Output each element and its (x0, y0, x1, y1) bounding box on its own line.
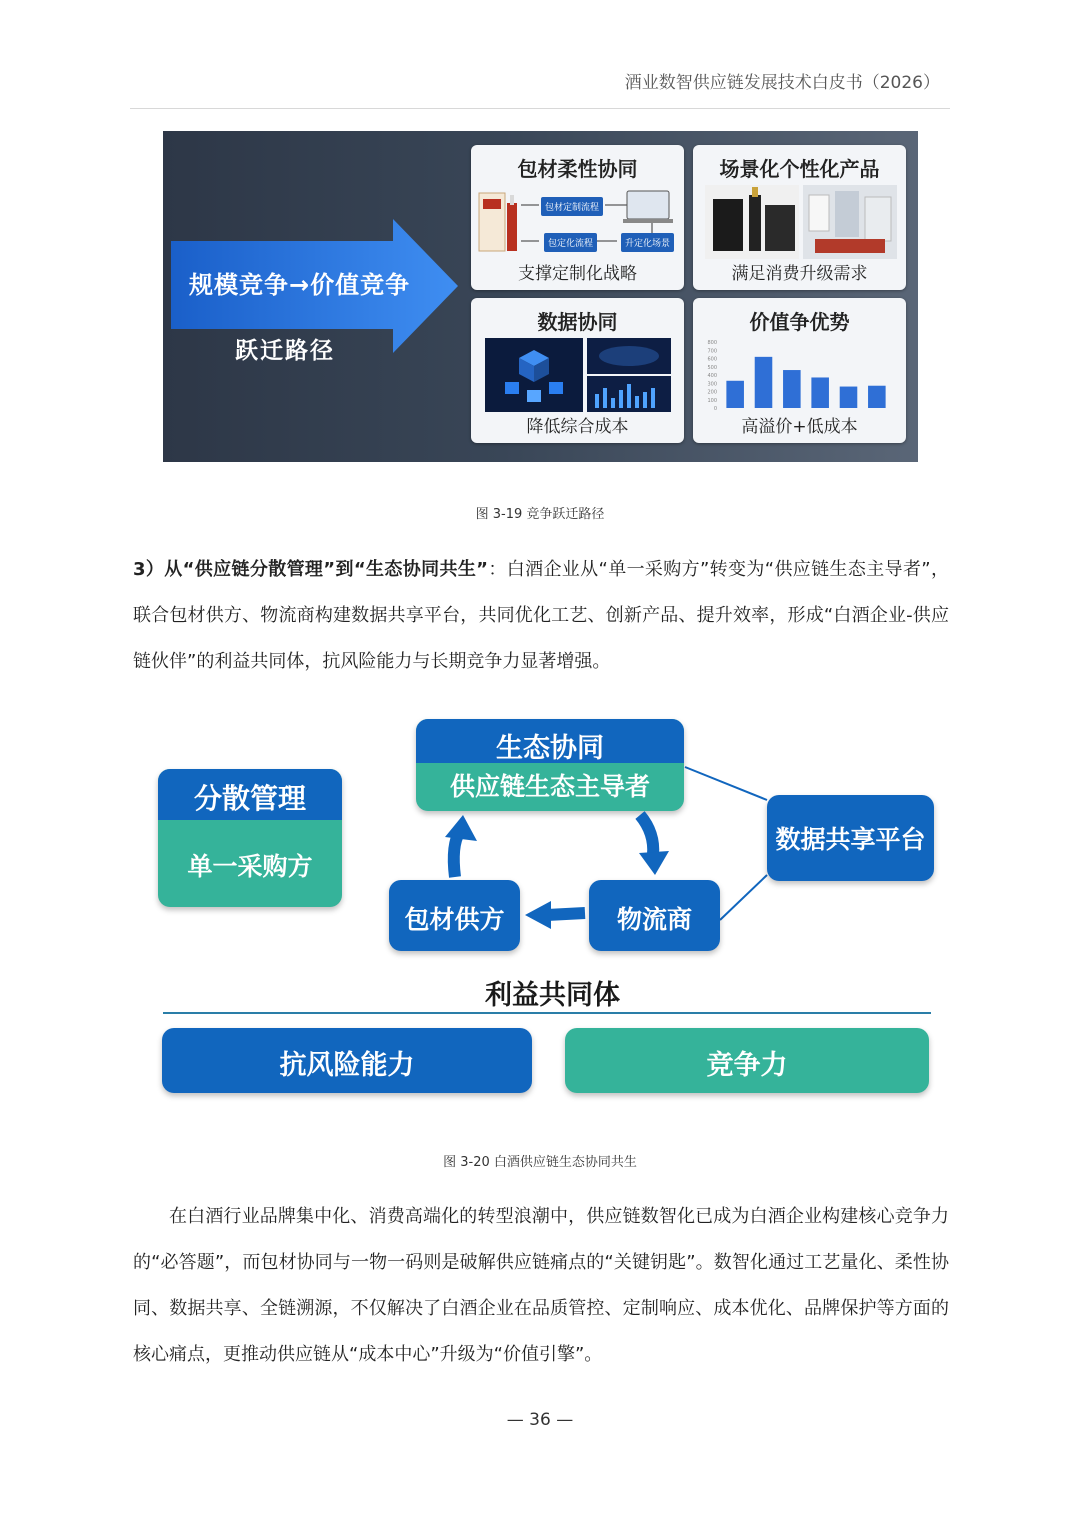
interest-community-label: 利益共同体 (485, 980, 620, 1011)
box-subtitle: 单一采购方 (187, 852, 313, 881)
value-bar-chart (699, 336, 899, 416)
box-subtitle: 供应链生态主导者 (449, 772, 650, 801)
y-tick-label: 400 (707, 373, 717, 379)
y-tick-label: 700 (707, 348, 717, 355)
flow-step-1: 包材定制流程 (541, 197, 603, 216)
card-personalized-product (693, 145, 906, 290)
figure2-caption: 图 3-20 白酒供应链生态协同共生 (443, 1155, 637, 1170)
card-value-advantage (693, 298, 906, 443)
card-caption: 支撑定制化战略 (518, 264, 637, 284)
card-title: 价值争优势 (749, 310, 850, 334)
card-title: 数据协同 (537, 310, 618, 334)
box-risk-resistance (162, 1028, 532, 1093)
y-tick-label: 0 (713, 406, 717, 412)
box-competitiveness (565, 1028, 929, 1093)
box-title: 抗风险能力 (279, 1050, 415, 1081)
figure-ecosystem (155, 715, 950, 1110)
box-title: 数据共享平台 (775, 825, 926, 854)
card-caption: 满足消费升级需求 (731, 264, 868, 284)
cycle-arrows (155, 715, 950, 1015)
y-tick-label: 200 (707, 389, 717, 396)
figure1-subline: 跃迁路径 (235, 338, 335, 364)
arrow-up-icon (445, 815, 477, 841)
y-tick-label: 100 (707, 397, 717, 404)
chart-bar (811, 377, 829, 408)
data-dashboard-illustration (485, 338, 671, 412)
card-caption: 高溢价+低成本 (741, 417, 858, 437)
arrow-left-icon (525, 901, 551, 929)
arrow-down-icon (639, 851, 669, 875)
box-title: 分散管理 (193, 782, 306, 815)
box-title: 生态协同 (496, 733, 604, 764)
y-tick-label: 600 (707, 356, 717, 363)
flow-step-2: 包定化流程 (544, 233, 597, 252)
paragraph-body: ：白酒企业从“单一采购方”转变为“供应链生态主导者”，联合包材供方、物流商构建数据共享平台，共同优化工艺、创新产品、提升效率，形成“白酒企业-供应链伙伴”的利益共同体，抗风险能力与长期竞争力显著增强。 (133, 559, 949, 672)
chart-bar (726, 381, 744, 408)
paragraph-ecosystem (133, 547, 949, 685)
figure1-caption: 图 3-19 竞争跃迁路径 (475, 507, 605, 522)
box-title: 包材供方 (404, 905, 505, 934)
paragraph-lead: 3）从“供应链分散管理”到“生态协同共生” (133, 559, 489, 580)
y-tick-label: 500 (707, 364, 717, 371)
y-tick-label: 800 (707, 340, 717, 346)
chart-bar (868, 386, 886, 408)
card-data-collab (471, 298, 684, 443)
header-divider (130, 108, 950, 109)
product-scene-illustration (705, 185, 897, 259)
figure1-headline: 规模竞争→价值竞争 (189, 271, 411, 299)
card-caption: 降低综合成本 (526, 417, 629, 437)
header-title: 酒业数智供应链发展技术白皮书（2026） (624, 73, 940, 93)
flow-step-3: 升定化场景 (621, 233, 674, 252)
paragraph-conclusion: 在白酒行业品牌集中化、消费高端化的转型浪潮中，供应链数智化已成为白酒企业构建核心竞争力的“必答题”，而包材协同与一物一码则是破解供应链痛点的“关键钥匙”。数智化通过工艺量化、柔性协同、数据共享、全链溯源，不仅解决了白酒企业在品质管控、定制响应、成本优化、品牌保护等方面的核心痛点，更推动供应链从“成本中心”升级为“价值引擎”。 (133, 1206, 949, 1365)
chart-bar (840, 387, 858, 408)
chart-bar (755, 357, 773, 408)
card-packaging-flex (471, 145, 684, 290)
y-tick-label: 300 (707, 381, 717, 388)
box-title: 物流商 (616, 905, 692, 934)
chart-bar (783, 370, 801, 408)
figure-competition-path (163, 131, 918, 462)
card-title: 包材柔性协同 (517, 157, 638, 181)
card-title: 场景化个性化产品 (719, 157, 880, 181)
page-number: — 36 — (506, 1410, 574, 1430)
box-title: 竞争力 (706, 1050, 788, 1081)
divider-line (163, 1012, 931, 1014)
